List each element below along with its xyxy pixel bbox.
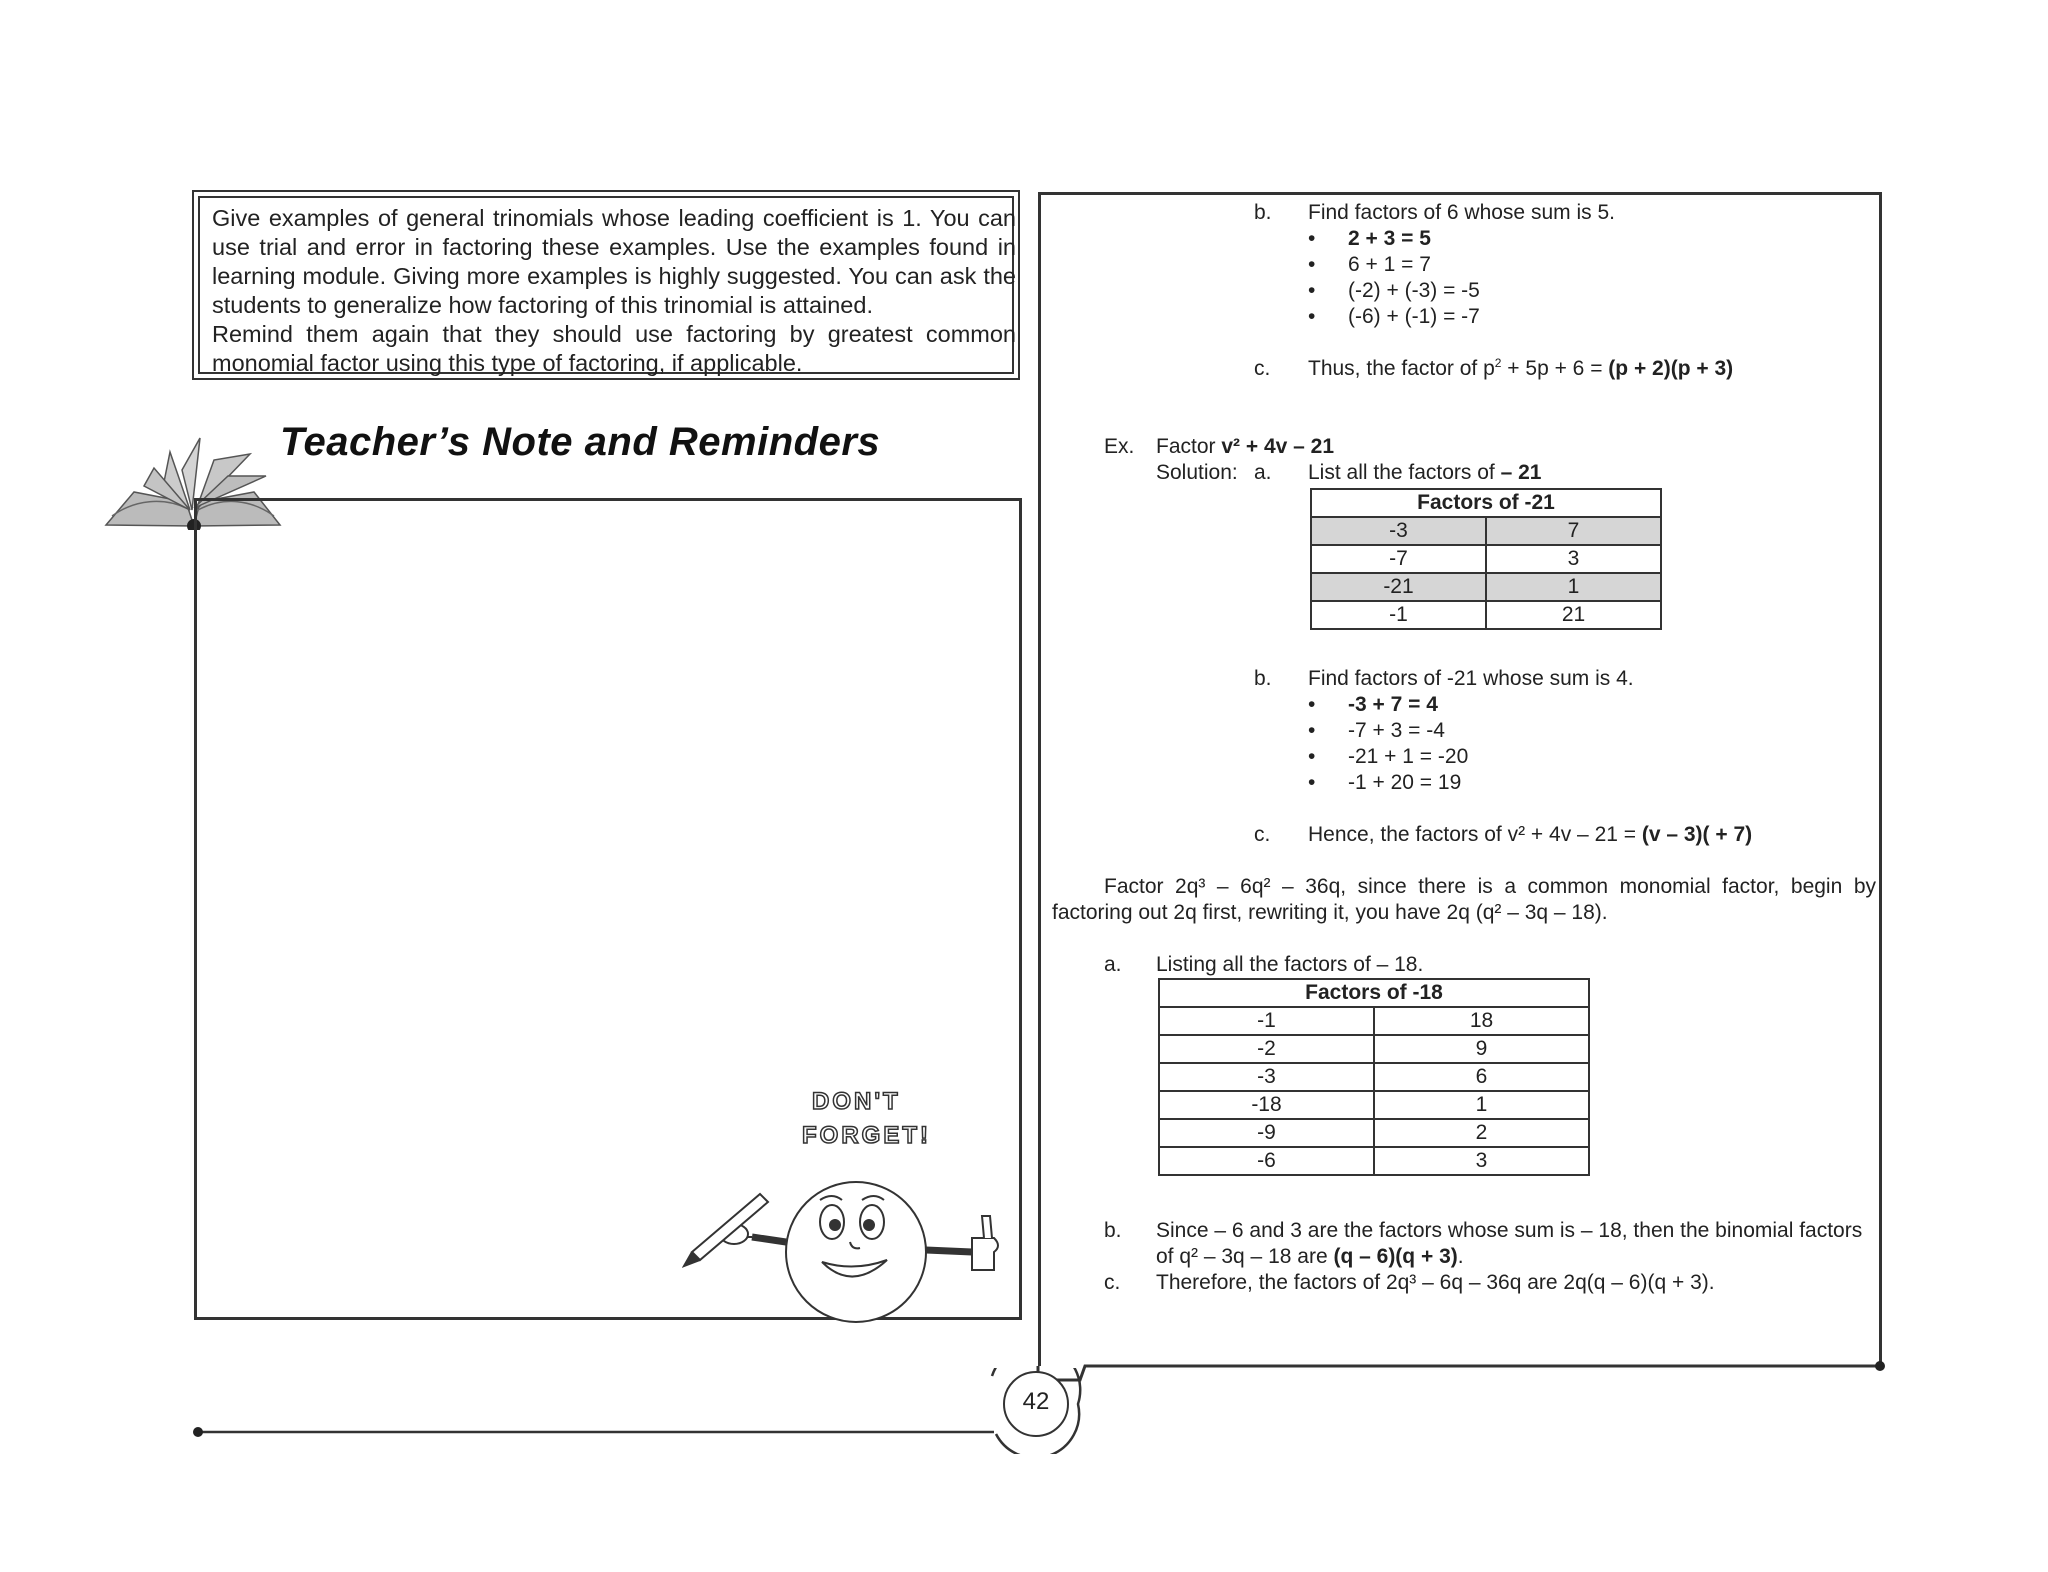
note-box [192,190,1020,380]
table-cell: -21 [1311,573,1486,601]
ex3-c-text: Therefore, the factors of 2q³ – 6q – 36q are 2q(q – 6)(q + 3). [1156,1271,1715,1294]
table-row [1159,1119,1589,1147]
table-cell: -3 [1159,1063,1374,1091]
ex1-bullet-3-text: (-2) + (-3) = -5 [1348,279,1480,302]
table-cell: -18 [1159,1091,1374,1119]
ex2-a-label: a. [1254,461,1272,484]
ex1-c-line [1308,356,1733,382]
ex1-c-sup: 2 [1494,356,1502,370]
mascot-illustration-icon [682,1172,1030,1324]
table-cell: 3 [1486,545,1661,573]
ex2-bullet-2: • -7 + 3 = -4 [1308,719,1445,742]
ex1-c-prefix: Thus, the factor of p [1308,357,1495,380]
page-number: 42 [1022,1388,1050,1415]
ex2-factor-word: Factor [1156,435,1222,458]
table-cell: 18 [1374,1007,1589,1035]
ex2-c-expression: v² + 4v – 21 = [1507,823,1642,846]
ex3-b-line-1: Since – 6 and 3 are the factors whose sum is – 18, then the binomial factors [1156,1219,1863,1242]
ex2-a-bold: – 21 [1500,461,1542,484]
table-cell: -1 [1311,601,1486,629]
table-cell: 1 [1486,573,1661,601]
ex2-c-line [1308,822,1752,848]
table-row [1159,1091,1589,1119]
ex3-intro-line-1: Factor 2q³ – 6q² – 36q, since there is a common monomial factor, begin by [1104,875,1876,898]
ex2-c-label: c. [1254,823,1271,846]
ex1-bullet-4: • (-6) + (-1) = -7 [1308,305,1480,328]
ex2-bullet-3-text: -21 + 1 = -20 [1348,745,1469,768]
ex1-bullet-1-text: 2 + 3 = 5 [1348,227,1431,250]
ex2-bullet-1: • -3 + 7 = 4 [1308,693,1438,716]
table-cell: -9 [1159,1119,1374,1147]
ex3-c-label: c. [1104,1271,1121,1294]
note-box-inner-border [198,196,1014,374]
bottom-border-decoration [186,1368,1086,1454]
dont-forget-line1: DON'T [812,1088,901,1115]
note-paragraph-2: Remind them again that they should use factoring by greatest common monomial factor using this type of factoring, if applicable. [212,321,1016,376]
ex2-a-text: List all the factors of [1308,461,1501,484]
ex1-bullet-1: • 2 + 3 = 5 [1308,227,1431,250]
ex3-a-label: a. [1104,953,1122,976]
ex2-bullet-4-text: -1 + 20 = 19 [1348,771,1462,794]
table-row [1311,573,1661,601]
table-cell: 9 [1374,1035,1589,1063]
table-cell: 6 [1374,1063,1589,1091]
ex3-b-line-2-prefix: of q² – 3q – 18 are [1156,1245,1334,1268]
ex1-bullet-2-text: 6 + 1 = 7 [1348,253,1431,276]
factors-of-18-header: Factors of -18 [1159,979,1589,1007]
ex2-c-prefix: Hence, the factors of [1308,823,1508,846]
table-cell: 3 [1374,1147,1589,1175]
ex1-c-label: c. [1254,357,1271,380]
ex3-a-text: Listing all the factors of – 18. [1156,953,1424,976]
right-panel-bottom-border [1030,1350,1890,1400]
table-cell: 21 [1486,601,1661,629]
table-row [1159,1147,1589,1175]
teachers-note-title: Teacher’s Note and Reminders [280,420,881,464]
ex2-factor-line [1156,434,1334,460]
ex2-solution-label: Solution: [1156,461,1238,484]
ex3-b-answer: (q – 6)(q + 3) [1333,1245,1458,1268]
ex2-expression: v² + 4v – 21 [1221,435,1335,458]
dont-forget-line2: FORGET! [802,1122,931,1149]
ex3-intro-line-2: factoring out 2q first, rewriting it, you have 2q (q² – 3q – 18). [1052,901,1608,924]
ex2-label: Ex. [1104,435,1135,458]
ex2-bullet-3: • -21 + 1 = -20 [1308,745,1469,768]
factors-of-18-table [1158,978,1590,1176]
ex2-bullet-2-text: -7 + 3 = -4 [1348,719,1445,742]
factors-of-21-header: Factors of -21 [1311,489,1661,517]
factors-of-21-table [1310,488,1662,630]
table-row [1159,1007,1589,1035]
table-cell: 7 [1486,517,1661,545]
ex2-bullet-4: • -1 + 20 = 19 [1308,771,1462,794]
table-cell: -7 [1311,545,1486,573]
ex2-bullet-1-text: -3 + 7 = 4 [1348,693,1438,716]
table-row [1311,601,1661,629]
table-cell: -2 [1159,1035,1374,1063]
note-paragraph-1: Give examples of general trinomials whose leading coefficient is 1. You can use trial and error in factoring these examples. Use the examples found in learning module. Giving more examples is highly suggested. You can ask the students to generalize how factoring of this trinomial is attained. [212,205,1016,318]
table-cell: 1 [1374,1091,1589,1119]
ex3-b-line-2 [1156,1244,1464,1270]
table-cell: 2 [1374,1119,1589,1147]
table-cell: -6 [1159,1147,1374,1175]
ex2-b-text: Find factors of -21 whose sum is 4. [1308,667,1634,690]
ex1-bullet-4-text: (-6) + (-1) = -7 [1348,305,1480,328]
table-row [1311,517,1661,545]
table-cell: -3 [1311,517,1486,545]
ex1-c-mid: + 5p + 6 = [1501,357,1609,380]
table-row [1159,1063,1589,1091]
note-text [212,204,1016,378]
ex1-bullet-3: • (-2) + (-3) = -5 [1308,279,1480,302]
ex1-b-label: b. [1254,201,1272,224]
ex1-c-answer: (p + 2)(p + 3) [1608,357,1734,380]
ex2-b-label: b. [1254,667,1272,690]
ex3-b-line-2-end: . [1457,1245,1464,1268]
table-row [1159,1035,1589,1063]
ex1-b-text: Find factors of 6 whose sum is 5. [1308,201,1615,224]
table-cell: -1 [1159,1007,1374,1035]
table-row [1311,545,1661,573]
ex2-c-answer: (v – 3)( + 7) [1641,823,1753,846]
ex1-bullet-2: • 6 + 1 = 7 [1308,253,1431,276]
ex2-a-line [1308,460,1541,486]
ex3-b-label: b. [1104,1219,1122,1242]
